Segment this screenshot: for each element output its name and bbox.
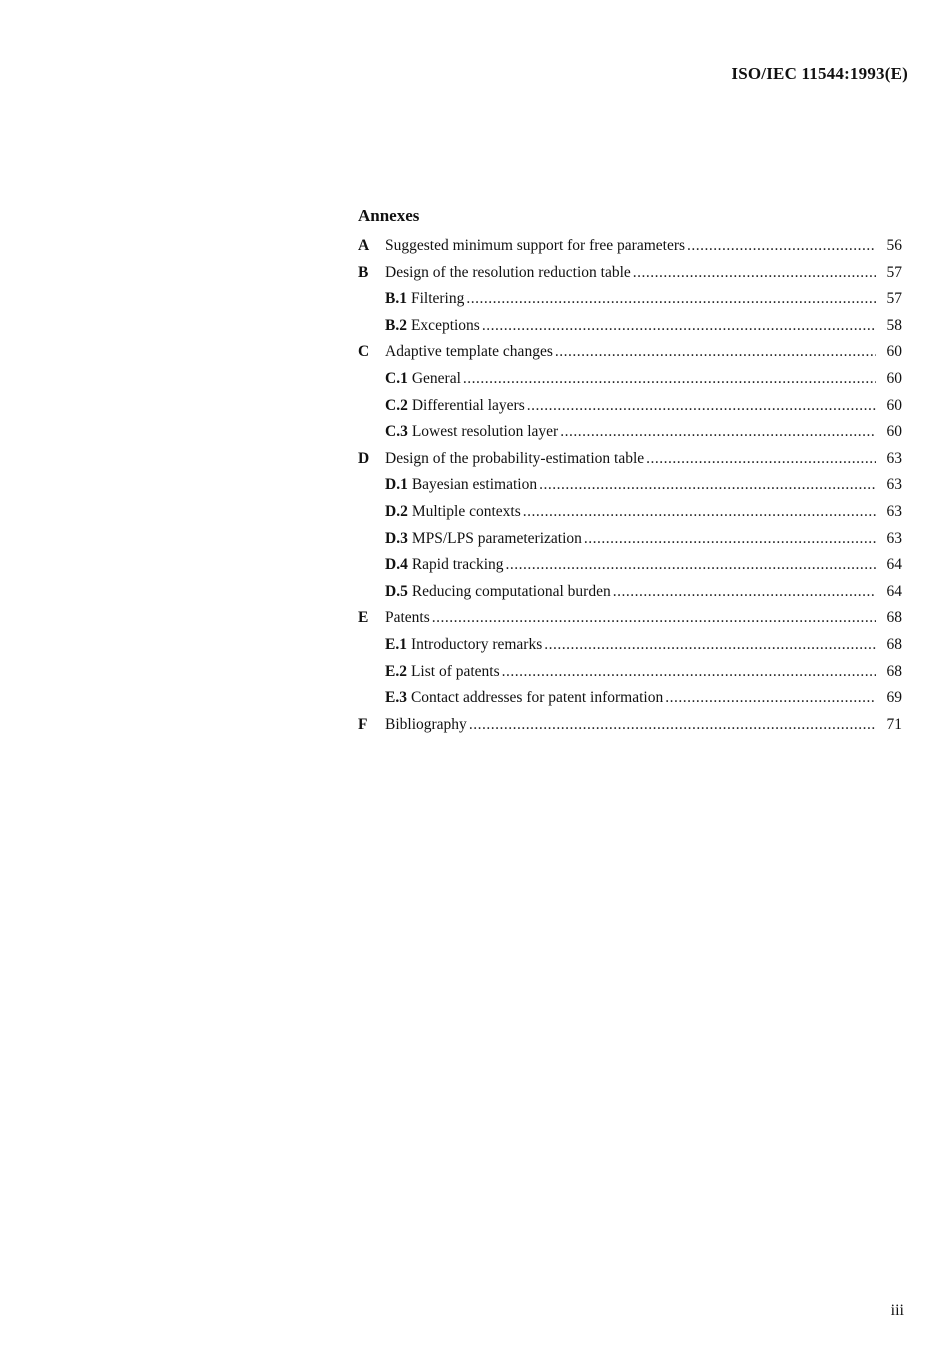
dot-leader bbox=[633, 260, 876, 287]
toc-entry[interactable] bbox=[358, 685, 902, 712]
toc-page-number: 58 bbox=[886, 316, 902, 334]
dot-leader bbox=[687, 233, 876, 260]
toc-entry[interactable] bbox=[358, 605, 902, 632]
clause-number: B.1 bbox=[385, 290, 407, 308]
toc-page-number: 64 bbox=[886, 556, 902, 574]
toc-page-number: 57 bbox=[886, 290, 902, 308]
toc-page-number: 63 bbox=[886, 529, 902, 547]
toc-entry-title: Rapid tracking bbox=[411, 556, 504, 574]
dot-leader bbox=[544, 632, 876, 659]
toc-entry[interactable] bbox=[358, 393, 902, 420]
dot-leader bbox=[527, 393, 876, 420]
toc-entry[interactable] bbox=[358, 499, 902, 526]
toc-entry-title: Adaptive template changes bbox=[385, 343, 553, 361]
toc-entry-body bbox=[385, 260, 902, 287]
toc-page-number: 60 bbox=[886, 343, 902, 361]
toc-entry-title: Differential layers bbox=[411, 396, 525, 414]
clause-number: D.2 bbox=[385, 502, 408, 520]
toc-entry-title: Patents bbox=[385, 609, 430, 627]
toc-entry-body bbox=[385, 233, 902, 260]
toc-entry-body bbox=[385, 712, 902, 739]
toc-entry[interactable] bbox=[358, 313, 902, 340]
toc-entry-title: Exceptions bbox=[410, 316, 480, 334]
toc-page-number: 68 bbox=[886, 609, 902, 627]
toc-page-number: 63 bbox=[886, 502, 902, 520]
toc-entry-body bbox=[385, 472, 902, 499]
dot-leader bbox=[502, 659, 876, 686]
dot-leader bbox=[469, 712, 876, 739]
toc-page-number: 68 bbox=[886, 662, 902, 680]
toc-entry-body bbox=[385, 446, 902, 473]
toc-entry-body bbox=[385, 339, 902, 366]
toc-page-number: 64 bbox=[886, 582, 902, 600]
dot-leader bbox=[665, 685, 876, 712]
clause-number: D.1 bbox=[385, 476, 408, 494]
toc-entry-body bbox=[385, 552, 902, 579]
dot-leader bbox=[560, 419, 876, 446]
dot-leader bbox=[482, 313, 876, 340]
annex-letter: E bbox=[358, 609, 369, 627]
toc-entry[interactable] bbox=[358, 366, 902, 393]
annex-letter: C bbox=[358, 343, 370, 361]
toc-entry-body bbox=[385, 366, 902, 393]
toc-list bbox=[358, 233, 902, 738]
toc-entry-body bbox=[385, 286, 902, 313]
toc-entry-title: Design of the resolution reduction table bbox=[385, 263, 631, 281]
toc-entry-title: Filtering bbox=[410, 290, 465, 308]
toc-entry[interactable] bbox=[358, 286, 902, 313]
toc-entry[interactable] bbox=[358, 446, 902, 473]
toc-entry-title: Contact addresses for patent information bbox=[410, 689, 664, 707]
clause-number: B.2 bbox=[385, 316, 407, 334]
toc-entry-title: Multiple contexts bbox=[411, 502, 521, 520]
toc-page-number: 57 bbox=[886, 263, 902, 281]
toc-entry-body bbox=[385, 605, 902, 632]
annex-letter: F bbox=[358, 715, 368, 733]
toc-entry-body bbox=[385, 659, 902, 686]
toc-entry-title: Bibliography bbox=[385, 715, 467, 733]
toc-entry[interactable] bbox=[358, 526, 902, 553]
dot-leader bbox=[539, 472, 876, 499]
clause-number: C.2 bbox=[385, 396, 408, 414]
toc-page-number: 69 bbox=[886, 689, 902, 707]
clause-number: C.1 bbox=[385, 369, 408, 387]
toc-entry[interactable] bbox=[358, 712, 902, 739]
dot-leader bbox=[584, 526, 876, 553]
page-number: iii bbox=[890, 1302, 904, 1319]
toc-page-number: 68 bbox=[886, 635, 902, 653]
clause-number: D.5 bbox=[385, 582, 408, 600]
toc-page-number: 60 bbox=[886, 369, 902, 387]
toc-entry-body bbox=[385, 313, 902, 340]
toc-entry-body bbox=[385, 685, 902, 712]
toc-entry-body bbox=[385, 393, 902, 420]
toc-page-number: 60 bbox=[886, 423, 902, 441]
toc-entry-body bbox=[385, 526, 902, 553]
clause-number: E.3 bbox=[385, 689, 407, 707]
annex-letter: D bbox=[358, 449, 370, 467]
dot-leader bbox=[466, 286, 876, 313]
toc-entry-title: General bbox=[411, 369, 461, 387]
toc-entry[interactable] bbox=[358, 552, 902, 579]
toc-page-number: 56 bbox=[886, 237, 902, 254]
annexes-toc bbox=[358, 205, 902, 738]
toc-page-number: 63 bbox=[886, 449, 902, 467]
toc-entry[interactable] bbox=[358, 579, 902, 606]
toc-entry[interactable] bbox=[358, 659, 902, 686]
toc-page-number: 60 bbox=[886, 396, 902, 414]
toc-entry-body bbox=[385, 632, 902, 659]
clause-number: E.1 bbox=[385, 635, 407, 653]
dot-leader bbox=[523, 499, 876, 526]
annex-letter: A bbox=[358, 237, 370, 254]
toc-entry-body bbox=[385, 419, 902, 446]
toc-entry-title: Suggested minimum support for free parameters bbox=[385, 237, 686, 254]
dot-leader bbox=[555, 339, 876, 366]
annex-letter: B bbox=[358, 263, 369, 281]
toc-entry-title: Design of the probability-estimation table bbox=[385, 449, 645, 467]
clause-number: D.4 bbox=[385, 556, 408, 574]
toc-entry-title: MPS/LPS parameterization bbox=[411, 529, 582, 547]
document-identifier: ISO/IEC 11544:1993(E) bbox=[731, 64, 908, 83]
toc-entry[interactable] bbox=[358, 339, 902, 366]
toc-entry[interactable] bbox=[358, 260, 902, 287]
toc-page-number: 71 bbox=[886, 715, 902, 733]
toc-entry-body bbox=[385, 579, 902, 606]
clause-number: E.2 bbox=[385, 662, 407, 680]
dot-leader bbox=[432, 605, 876, 632]
toc-entry-title: Bayesian estimation bbox=[411, 476, 538, 494]
clause-number: C.3 bbox=[385, 423, 408, 441]
toc-entry[interactable] bbox=[358, 632, 902, 659]
annexes-heading: Annexes bbox=[358, 206, 420, 225]
dot-leader bbox=[613, 579, 876, 606]
dot-leader bbox=[646, 446, 876, 473]
toc-entry[interactable] bbox=[358, 472, 902, 499]
toc-entry[interactable] bbox=[358, 233, 902, 260]
toc-entry-title: Reducing computational burden bbox=[411, 582, 611, 600]
toc-entry-title: List of patents bbox=[410, 662, 500, 680]
toc-entry-title: Introductory remarks bbox=[410, 635, 543, 653]
toc-entry[interactable] bbox=[358, 419, 902, 446]
dot-leader bbox=[463, 366, 876, 393]
dot-leader bbox=[506, 552, 876, 579]
toc-entry-body bbox=[385, 499, 902, 526]
toc-page-number: 63 bbox=[886, 476, 902, 494]
toc-entry-title: Lowest resolution layer bbox=[411, 423, 559, 441]
clause-number: D.3 bbox=[385, 529, 408, 547]
